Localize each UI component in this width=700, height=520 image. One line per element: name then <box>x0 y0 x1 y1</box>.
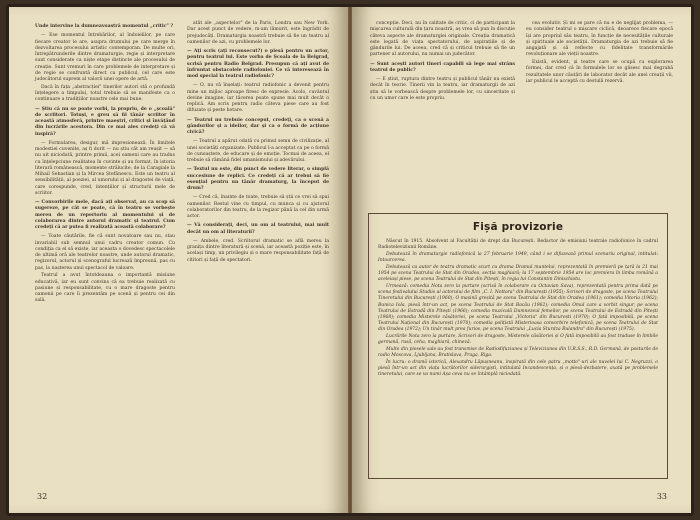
interview-question: — Teatrul nu trebuie conceput, credeți, ca o scenă a gândurilor și a ideilor, dar și ca o formă de acțiune civică? <box>187 117 329 135</box>
profile-paragraph: Multe din piesele sale au fost transmise de Radiodifuziunea și Televiziunea din U.R.S.S., R.D. Germană, de posturile de radio Moscova, Ljubljana, Bratislava, Praga, Riga. <box>378 346 658 358</box>
right-column-2 <box>526 21 673 87</box>
interview-question: — Textul nu este, din punct de vedere literar, o simplă succesiune de replici. Ce credeți că ar trebui să fie esențial pentru un tânăr dramaturg, la început de drum? <box>187 167 329 191</box>
page-number-left: 32 <box>37 492 48 501</box>
body-paragraph: atât ale „aspectelor" de la Paris, Londra sau New York. Dar acest punct de vedere, m-am lămurit, este îngrădit de prejudecăți. Dramaturgia noastră trebuie să fie un teatru al oamenilor de azi, cu problemele lor. <box>187 21 329 45</box>
body-paragraph: — Formularea, desigur, mă impresionează. În limitele modestiei cuvenite, aș fi dorit — nu știu cât am reușit — să nu uit niciodată, printre primii, acei oameni care au tradus cu înțelepciune realitatea în cuvinte și au format, în istoria literară românească, momente strălucite, de la Caragiale la Mihail Sebastian și la Mircea Ștefănescu. Este un teatru al sensibilității, al poeziei, al umorului și al dragostei de viață, care corespunde, cred, intențiilor și structurii mele de scriitor. <box>35 140 175 196</box>
interview-question: — Sunt acești autori tineri capabili să lege mai strâns teatrul de public? <box>370 61 515 73</box>
body-paragraph: — Cred că, înainte de toate, trebuie să știi ce vrei să spui oamenilor. Restul vine cu timpul, cu munca și cu ajutorul colaboratorilor din teatru, de la regizor până la cel din urmă actor. <box>187 195 329 219</box>
profile-body <box>378 239 658 378</box>
left-page <box>9 7 348 513</box>
right-column-1 <box>370 21 515 104</box>
left-column-1 <box>35 21 175 306</box>
body-paragraph: Există, evident, și teatre care se ocupă cu explorarea formei, dar cred că în formulele lor se găsesc mai degrabă rezultatele unor căutări de laborator decât ale unei creații vii, iar publicul le acceptă cu destulă rezervă. <box>526 60 673 84</box>
magazine-spread <box>6 4 694 516</box>
interview-question: — Vă considerați, deci, un om al teatrului, mai mult decât un om al literaturii? <box>187 223 329 235</box>
interview-question: Unde intervine la dumneavoastră momentul „critic" ? <box>35 24 174 29</box>
interview-question: — Convorbirile mele, dacă ați observat, au ca scop să sugereze, pe cât se poate, că în teatru se vorbește mereu de un repertoriu al momentului și de colaborarea dintre autorul dramatic și teatrul. Cum credeți că ar putea fi realizată această colaborare? <box>35 200 175 230</box>
left-column-2 <box>187 21 329 265</box>
profile-paragraph: Lucrările Nota zero la purtare, Scrisori de dragoste, Misterele căsătoriei și O fată imposibilă au fost traduse în limbile germană, rusă, ceha, maghiară, chineză. <box>378 333 658 346</box>
interview-question: — Ați scris (ați reconsecut?) o piesă pentru un actor, pentru teatrul lui. Este vorba de Școala de la Belgrad, scrisă pentru Radio Belgrad. Presupun că ați avut de înfruntat obstacolele radiofoniei. Ce vă interesează în mod special la teatrul radiofonic? <box>187 49 329 79</box>
body-paragraph: — Ambele, cred. Scriitorul dramatic se află mereu la granița dintre literatură și scenă, iar această poziție este, în același timp, un privilegiu și o mare responsabilitate față de cititori și față de spectatori. <box>187 238 329 263</box>
body-paragraph: Dacă în fața „abstracției" tinerilor autori stă o profundă înțelegere a timpului, totul trebuie să se manifeste ca o continuare a tradițiilor noastre cele mai bune. <box>35 84 175 103</box>
body-paragraph: — Ese momentul întrebărilor, al îndoielilor, pe care fiecare creator le are, asupra drumului pe care merge în dezvoltarea procesului artistic contemporan. De multe ori, întrepătrunderile dintre dramaturgie, regie și interpretare sunt considerate ca niște etape distincte ale procesului de creație. Sunt vremuri în care problemele de interpretare și de regie se confruntă direct cu publicul, cel care este judecătorul suprem al valorii unei opere de artă. <box>35 33 175 82</box>
profile-paragraph: Urmează: comedia Nota zero la purtare (scrisă în colaborare cu Octavian Sava), reprezentată pentru prima dată pe scena festivalului Studiis al actorului de film „C. I. Nottara" din București (1955); Scrisori de dragoste, pe scena Teatrului Tineretului din București (1960); O mașină greșită pe scena Teatrului de Stat din Oradea (1961); comedia Vitoria (1962); Bunica Iola, piesă într-un act, pe scena Teatrului de Stat Bacău (1962); comedia Omul care a vorbit singur, pe scena Teatrului de Estradă din Pitești (1966); comedia muzicală Dumnezeul femeilor, pe scena Teatrului de Estradă din Pitești (1968); comedia Misterele căsătoriei, pe scena Teatrului „Victoria" din București (1970); O fată imposibilă, pe scena Teatrului Național din București (1970); comedia polițistă Misterioasa convorbire telefonică, pe scena Teatrului de Stat din Oradea (1972); Un tinăr mult prea furios, pe scena Teatrului „Lucia Sturdza Bulandra" din București (1975). <box>378 284 658 333</box>
body-paragraph: — Teatrul a apărut odată cu primul semn de civilizație, al unei societăți organizate. Publicul l-a acceptat ca pe o formă de cunoaștere, de educare și de emoție. Tocmai de aceea, el trebuie să rămână fidel umanismului și adevărului. <box>187 139 329 163</box>
profile-paragraph: Debutează ca autor de teatru dramatic scurt cu drama Dramul muntelui, reprezentată în premieră pe țară la 21 mai 1954 pe scena Teatrului de Stat din Oradea, secția maghiară; la 17 septembrie 1954 are loc premiera în limba română a aceleiași piese, pe scena Teatrului de Stat din Pitești, în regia lui Constantin Dinischiotu. <box>378 264 658 283</box>
profile-paragraph: În lucru: o dramă istorică, Alexandru Lăpușneanu, inspirată din cele patru „motto"-uri ale nuvelei lui C. Negruzzi, o piesă într-un act din viața lucrătorilor siderurgiști, intitulată Incandescența, și o piesă-dezbatere, axată pe problemele tineretului, care se va numi Așa ceva nu se întâmplă niciodată. <box>378 359 658 377</box>
body-paragraph: cea evolutiv. Și mi se pare că nu e de neglijat problema, — eu consider teatrul o mișcare ciclică, deoarece fiecare epocă își are propriul său teatru, în funcție de necesitățile culturale și spirituale ale societății. Dramaturgia de azi trebuie să fie angajată și să reflecte cu fidelitate transformările revoluționare ale vieții noastre. <box>526 21 673 58</box>
profile-title: Fișă provizorie <box>472 221 564 233</box>
page-number-right: 33 <box>656 492 667 501</box>
body-paragraph: Teatrul a avut întotdeauna o importantă misiune educativă, iar eu sunt convins că ea trebuie realizată cu pasiune și responsabilitate, cu o mare dragoste pentru oamenii pe care îi prezentăm pe scenă și pentru cei din sală. <box>35 273 175 304</box>
interview-question: — Știu că nu se poate vorbi, la propriu, de o „școală" de scriitori. Totuși, e greu să fii tânăr scriitor în această atmosferă, printre maeștri, critici și învățând din lucrările acestora. Din ce mai ales credeți că vă inspiră? <box>35 106 175 137</box>
body-paragraph: concepție. Deci, nu în calitate de critic, ci de participant la mișcarea culturală din țara noastră, aș vrea să pun în discuție câteva aspecte ale dramaturgiei originale. Creația dramatică este legată de viața spectatorului, de aspirațiile și de gândurile lui. De aceea, cred că și criticul trebuie să fie un partener al autorului, nu numai un judecător. <box>370 21 515 58</box>
profile-box <box>368 213 668 479</box>
body-paragraph: — O, nu vă înșelați: teatrul radiofonic a devenit pentru mine un mijloc aproape firesc de expresie. Acolo, cuvântul devine imagine, iar tăcerea poate spune mai mult decât o replică. Am scris pentru radio câteva piese care au fost difuzate și peste hotare. <box>187 83 329 114</box>
body-paragraph: — E știut, ruptura dintre teatru și publicul tânăr nu există decât în teorie. Tinerii vin la teatru, iar dramaturgii de azi știu să le vorbească despre problemele lor, cu sinceritate și cu un umor care le este propriu. <box>370 77 515 101</box>
profile-paragraph: Debutează în dramaturgie radiofonică la 27 februarie 1949, când i se difuzează primul scenariu original, intitulat: Intoarcerea. <box>378 252 658 264</box>
body-paragraph: — Toate căutările, fie că sunt novatoare sau nu, stau invariabil sub semnul unui cadru creator comun. Cu condiția ca el să existe, iar aceasta o dovedesc spectacolele de ultimă oră ale teatrelor noastre, unde autorul dramatic, regizorul, actorul și scenograful lucrează împreună, pas cu pas, la nașterea unui spectacol de valoare. <box>35 234 175 271</box>
profile-paragraph: Născut în 1915. Absolvent al Facultății de drept din București. Redactor de emisiuni teatrale radiofonice în cadrul Radioteleviziunii Române. <box>378 239 658 251</box>
right-page <box>352 7 691 513</box>
